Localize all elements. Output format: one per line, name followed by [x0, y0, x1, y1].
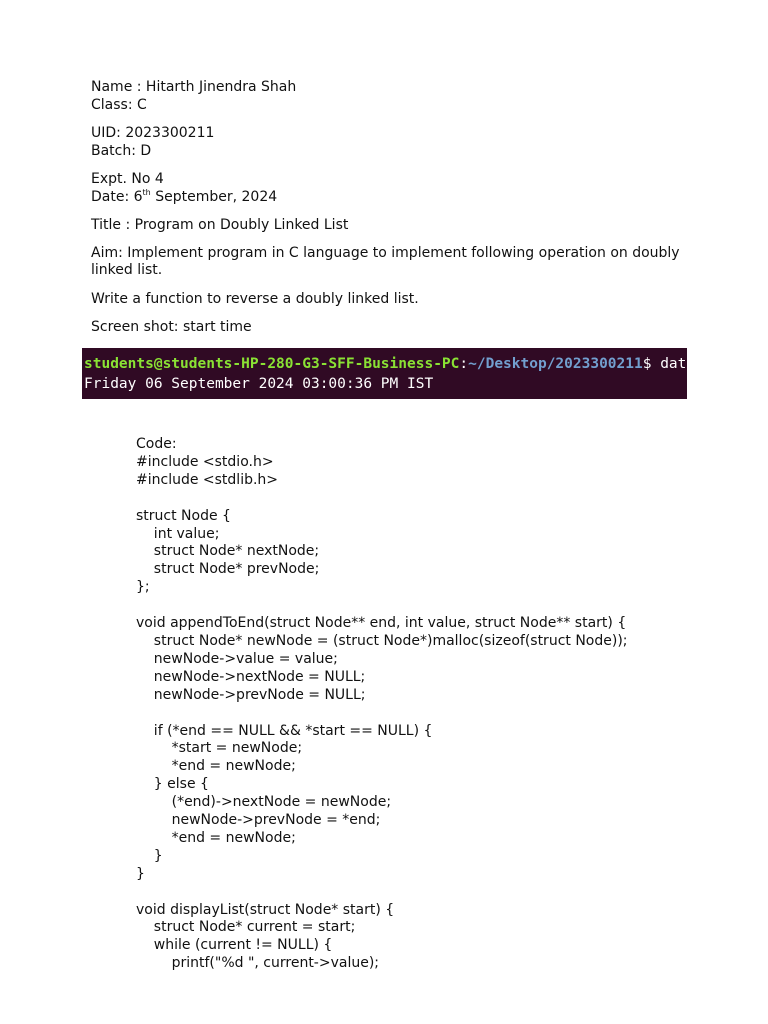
code-line: if (*end == NULL && *start == NULL) { — [136, 722, 433, 739]
code-line: #include <stdio.h> — [136, 453, 274, 470]
code-line: newNode->prevNode = *end; — [136, 812, 381, 829]
code-line — [136, 884, 628, 902]
terminal-command: $ date — [642, 356, 696, 372]
code-line: while (current != NULL) { — [136, 937, 333, 954]
experiment-aim: Aim: Implement program in C language to implement following operation on doubly linked list. — [91, 245, 680, 278]
code-line: newNode->prevNode = NULL; — [136, 686, 366, 703]
code-line: Code: — [136, 436, 177, 452]
experiment-title: Title : Program on Doubly Linked List — [91, 217, 349, 233]
code-line: #include <stdlib.h> — [136, 471, 279, 488]
terminal-screenshot — [82, 348, 696, 399]
code-line: newNode->value = value; — [136, 650, 338, 667]
code-line — [136, 490, 628, 508]
code-line: void displayList(struct Node* start) { — [136, 901, 395, 918]
code-line: printf("%d ", current->value); — [136, 955, 380, 972]
code-line: } else { — [136, 776, 209, 793]
code-line: (*end)->nextNode = newNode; — [136, 794, 392, 811]
code-line: struct Node { — [136, 507, 231, 524]
code-line: newNode->nextNode = NULL; — [136, 668, 366, 685]
code-line: struct Node* nextNode; — [136, 543, 320, 560]
code-line: *end = newNode; — [136, 829, 296, 846]
experiment-number: Expt. No 4 — [91, 171, 164, 187]
student-uid: UID: 2023300211 — [91, 125, 215, 141]
code-line: struct Node* prevNode; — [136, 561, 320, 578]
student-name: Name : Hitarth Jinendra Shah — [91, 79, 297, 95]
terminal-output: Friday 06 September 2024 03:00:36 PM IST — [84, 376, 434, 392]
date-ordinal: th — [142, 188, 151, 197]
date-prefix: Date: 6 — [91, 189, 143, 205]
code-line: }; — [136, 579, 150, 596]
code-line: *start = newNode; — [136, 740, 303, 757]
terminal-colon: : — [459, 356, 469, 372]
screenshot-label: Screen shot: start time — [91, 319, 252, 335]
code-block — [136, 436, 628, 973]
code-line — [136, 705, 628, 723]
code-line — [136, 597, 628, 615]
terminal-user-host: students@students-HP-280-G3-SFF-Business-PC — [84, 356, 460, 372]
code-line: } — [136, 847, 163, 864]
code-line: void appendToEnd(struct Node** end, int value, struct Node** start) { — [136, 615, 627, 632]
code-line: struct Node* current = start; — [136, 919, 356, 936]
date-suffix: September, 2024 — [150, 189, 278, 205]
experiment-date — [91, 188, 277, 206]
code-line: *end = newNode; — [136, 758, 296, 775]
terminal-path: ~/Desktop/2023300211 — [468, 356, 643, 372]
code-line: struct Node* newNode = (struct Node*)malloc(sizeof(struct Node)); — [136, 632, 628, 649]
student-class: Class: C — [91, 97, 147, 113]
terminal-prompt-line — [84, 354, 696, 374]
code-line: } — [136, 865, 145, 882]
student-batch: Batch: D — [91, 143, 152, 159]
task-statement: Write a function to reverse a doubly linked list. — [91, 291, 419, 307]
code-line: int value; — [136, 525, 220, 542]
